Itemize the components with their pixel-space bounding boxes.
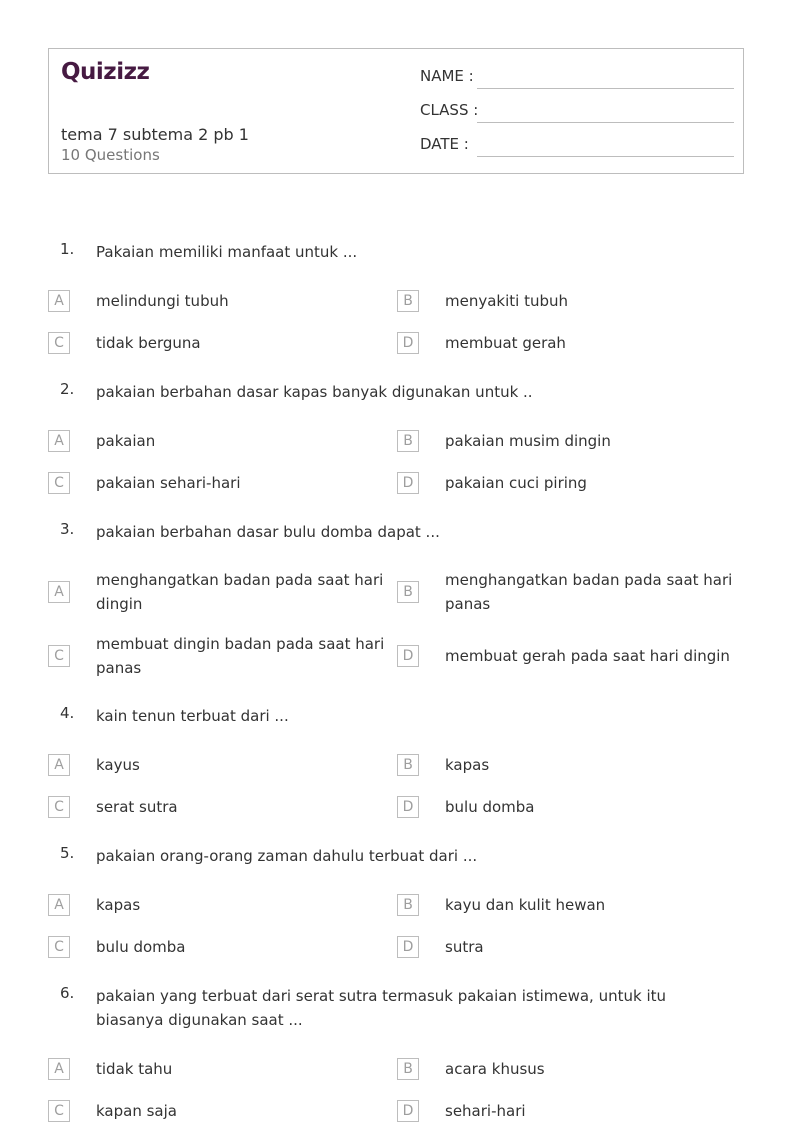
option-text: membuat dingin badan pada saat hari panas [96, 635, 385, 677]
option-letter-box: D [397, 1100, 419, 1122]
option-text: menghangatkan badan pada saat hari dingin [96, 571, 384, 613]
option-letter-box: A [48, 894, 70, 916]
question-number: 5. [60, 844, 75, 862]
option-letter-box: B [397, 754, 419, 776]
name-line[interactable] [477, 88, 734, 89]
option-letter-box: C [48, 332, 70, 354]
option-letter-box: A [48, 430, 70, 452]
option-text: menghangatkan badan pada saat hari panas [445, 571, 733, 613]
class-label: CLASS : [420, 101, 479, 119]
date-line[interactable] [477, 156, 734, 157]
option-text: sehari-hari [445, 1102, 526, 1120]
option-letter-box: C [48, 936, 70, 958]
name-label: NAME : [420, 67, 474, 85]
option-text: tidak berguna [96, 334, 201, 352]
class-line[interactable] [477, 122, 734, 123]
option-text: kayus [96, 756, 140, 774]
quizizz-logo: Quizizz [61, 59, 150, 85]
option-text: pakaian [96, 432, 156, 450]
option-text: melindungi tubuh [96, 292, 229, 310]
option-letter-box: C [48, 645, 70, 667]
question-text: kain tenun terbuat dari ... [96, 707, 289, 725]
question-number: 1. [60, 240, 75, 258]
option-letter-box: A [48, 290, 70, 312]
option-text: kapan saja [96, 1102, 177, 1120]
option-letter-box: D [397, 936, 419, 958]
option-letter-box: B [397, 1058, 419, 1080]
question-number: 2. [60, 380, 75, 398]
question-number: 6. [60, 984, 75, 1002]
date-field[interactable] [420, 135, 734, 159]
class-field[interactable] [420, 101, 734, 125]
option-text: membuat gerah [445, 334, 566, 352]
option-text: pakaian cuci piring [445, 474, 587, 492]
option-text: kapas [96, 896, 141, 914]
question-text: pakaian berbahan dasar bulu domba dapat ... [96, 523, 440, 541]
name-field[interactable] [420, 67, 734, 91]
option-text: kapas [445, 756, 490, 774]
question-count: 10 Questions [61, 146, 160, 164]
option-letter-box: C [48, 1100, 70, 1122]
option-letter-box: A [48, 1058, 70, 1080]
option-letter-box: C [48, 472, 70, 494]
option-letter-box: D [397, 332, 419, 354]
date-label: DATE : [420, 135, 469, 153]
option-text: kayu dan kulit hewan [445, 896, 606, 914]
option-text: menyakiti tubuh [445, 292, 569, 310]
option-text: bulu domba [96, 938, 186, 956]
option-letter-box: C [48, 796, 70, 818]
option-text: pakaian sehari-hari [96, 474, 241, 492]
option-letter-box: B [397, 290, 419, 312]
option-text: serat sutra [96, 798, 178, 816]
option-letter-box: D [397, 472, 419, 494]
option-letter-box: B [397, 430, 419, 452]
question-text: Pakaian memiliki manfaat untuk ... [96, 243, 358, 261]
option-letter-box: B [397, 894, 419, 916]
option-text: bulu domba [445, 798, 535, 816]
question-number: 3. [60, 520, 75, 538]
worksheet-header [48, 48, 744, 174]
question-number: 4. [60, 704, 75, 722]
question-text: pakaian berbahan dasar kapas banyak digunakan untuk .. [96, 383, 533, 401]
option-letter-box: D [397, 645, 419, 667]
option-text: tidak tahu [96, 1060, 173, 1078]
quiz-title: tema 7 subtema 2 pb 1 [61, 125, 249, 144]
option-text: sutra [445, 938, 484, 956]
option-letter-box: B [397, 581, 419, 603]
option-text: membuat gerah pada saat hari dingin [445, 647, 730, 665]
option-letter-box: D [397, 796, 419, 818]
option-text: pakaian musim dingin [445, 432, 611, 450]
option-letter-box: A [48, 581, 70, 603]
question-text: pakaian yang terbuat dari serat sutra termasuk pakaian istimewa, untuk itu biasanya digunakan saat ... [96, 987, 667, 1029]
question-text: pakaian orang-orang zaman dahulu terbuat dari ... [96, 847, 478, 865]
option-text: acara khusus [445, 1060, 545, 1078]
option-letter-box: A [48, 754, 70, 776]
